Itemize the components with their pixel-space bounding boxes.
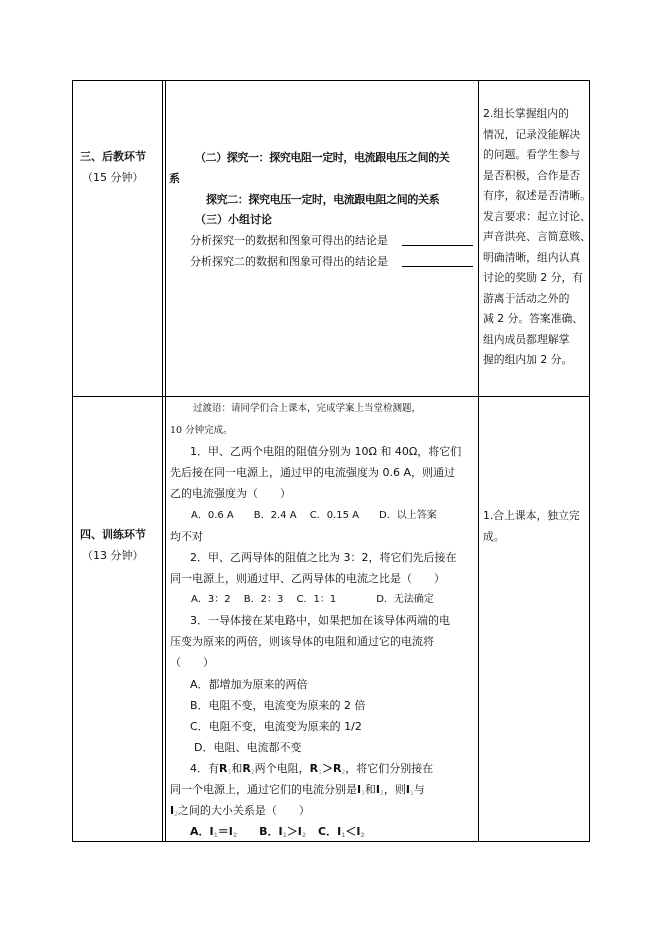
sub-1: 1 <box>409 790 414 797</box>
sub-2: 2 <box>250 769 255 776</box>
lt-sign: ＜ <box>345 825 357 838</box>
note-line: 情况，记录没能解决 <box>483 127 581 141</box>
note-line: 明确清晰，组内认真 <box>483 250 581 264</box>
var-i: I <box>209 825 214 838</box>
row1-explore-two: 探究二：探究电压一定时，电流跟电阻之间的关系 <box>206 193 440 206</box>
var-r: R <box>309 762 319 775</box>
q4-line3 <box>170 804 310 822</box>
column-divider-1 <box>162 80 163 842</box>
var-i: I <box>356 825 361 838</box>
var-i: I <box>405 783 410 796</box>
var-i: I <box>278 825 283 838</box>
var-i: I <box>297 825 302 838</box>
var-i: I <box>375 783 381 796</box>
row2-intro-line2: 10 分钟完成。 <box>170 425 233 436</box>
row1-group-discussion: （三）小组讨论 <box>195 213 272 226</box>
row1-explore-one-cont: 系 <box>169 172 180 185</box>
q4-options <box>190 825 365 843</box>
q2-line2: 同一电源上，则通过甲、乙两导体的电流之比是（ ） <box>170 572 445 585</box>
table-top-border <box>72 80 590 81</box>
row1-blank-line-one[interactable] <box>402 245 473 246</box>
q2-line1: 2．甲、乙两导体的阻值之比为 3：2，将它们先后接在 <box>190 551 457 564</box>
eq-sign: ＝ <box>217 825 229 838</box>
row1-explore-one: （二）探究一：探究电阻一定时，电流跟电压之间的关 <box>195 151 450 164</box>
row1-conclusion-one: 分析探究一的数据和图象可得出的结论是 <box>190 234 388 247</box>
note-line: 减 2 分。答案准确、 <box>483 312 584 325</box>
note-line: 2.组长掌握组内的 <box>483 107 569 120</box>
var-i: I <box>357 783 362 796</box>
var-r: R <box>219 762 228 775</box>
note-line: 声音洪亮、言简意赅、 <box>483 230 591 243</box>
q4-text: 和 <box>364 783 376 796</box>
q1-line2: 先后接在同一电源上，通过甲的电流强度为 0.6 A，则通过 <box>170 466 456 479</box>
q3-line1: 3．一导体接在某电路中，如果把加在该导体两端的电 <box>190 614 450 627</box>
note-line: 是否积极，合作是否 <box>483 168 581 182</box>
sub-2: 2 <box>232 832 238 839</box>
row-divider <box>72 396 590 397</box>
sub-2: 2 <box>301 832 307 839</box>
column-divider-2 <box>478 80 479 842</box>
q2-options: A．3：2 B．2：3 C．1：1 D．无法确定 <box>191 594 434 605</box>
q4-text: 同一个电源上，通过它们的电流分别是 <box>170 783 357 796</box>
q1-line1: 1．甲、乙两个电阻的阻值分别为 10Ω 和 40Ω，将它们 <box>190 445 462 458</box>
q3-option-b: B．电阻不变，电流变为原来的 2 倍 <box>190 699 366 712</box>
row1-blank-line-two[interactable] <box>402 266 473 267</box>
row2-duration: （13 分钟） <box>82 549 144 562</box>
option-c-label: C． <box>318 825 338 838</box>
q4-text: 与 <box>413 783 425 796</box>
option-b-label: B． <box>259 825 279 838</box>
q4-text: 之间的大小关系是（ ） <box>177 804 310 817</box>
row2-intro-line1: 过渡语：请同学们合上课本，完成学案上当堂检测题， <box>193 403 422 414</box>
sub-1: 1 <box>361 790 365 797</box>
q1-options: A．0.6 A B．2.4 A C．0.15 A D．以上答案 <box>191 510 437 521</box>
q4-text: 4．有 <box>190 762 219 775</box>
q4-text: 两个电阻， <box>254 762 310 775</box>
q3-option-d: D．电阻、电流都不变 <box>194 741 302 754</box>
q4-text: 和 <box>231 762 243 775</box>
sub-2: 2 <box>380 790 384 797</box>
var-i: I <box>228 825 233 838</box>
row2-section-title: 四、训练环节 <box>80 528 146 541</box>
gt-sign: ＞ <box>321 762 333 775</box>
row1-conclusion-two: 分析探究二的数据和图象可得出的结论是 <box>190 255 388 268</box>
note-line: 有序，叙述是否清晰。 <box>483 189 591 202</box>
note-line: 讨论的奖励 2 分，有 <box>483 271 584 284</box>
q1-line3: 乙的电流强度为（ ） <box>170 487 291 500</box>
sub-2: 2 <box>360 832 365 839</box>
row1-duration: （15 分钟） <box>82 171 144 184</box>
q3-line2: 压变为原来的两倍，则该导体的电阻和通过它的电流将 <box>170 635 434 648</box>
column-divider-1b <box>165 80 166 842</box>
note-line: 握的组内加 2 分。 <box>483 353 573 366</box>
note-line: 组内成员都理解掌 <box>483 332 570 346</box>
sub-1: 1 <box>341 832 346 839</box>
var-i: I <box>170 804 175 817</box>
option-a-label: A． <box>190 825 210 838</box>
var-i: I <box>337 825 342 838</box>
sub-1: 1 <box>213 832 218 839</box>
row1-right-notes <box>483 104 591 371</box>
q3-option-c: C．电阻不变，电流变为原来的 1/2 <box>190 720 362 733</box>
note-line: 发言要求：起立讨论、 <box>483 209 591 223</box>
sub-1: 1 <box>227 769 232 776</box>
gt-sign: ＞ <box>286 825 298 838</box>
q1-options-cont: 均不对 <box>170 530 203 543</box>
q4-text: ，则 <box>383 783 406 796</box>
q3-line3: （ ） <box>170 656 214 669</box>
sub-2: 2 <box>341 769 346 776</box>
row1-section-title: 三、后教环节 <box>80 150 146 163</box>
note-line: 游离于活动之外的 <box>483 291 570 305</box>
q4-line2 <box>170 783 425 801</box>
note-line: 的问题。看学生参与 <box>483 148 581 161</box>
table-left-border <box>72 80 73 842</box>
q4-line1 <box>190 762 433 780</box>
sub-1: 1 <box>318 769 322 776</box>
q3-option-a: A．都增加为原来的两倍 <box>190 678 308 691</box>
sub-1: 1 <box>282 832 287 839</box>
var-r: R <box>332 762 342 775</box>
row2-right-note-1: 1.合上课本，独立完 <box>483 509 580 522</box>
sub-2: 2 <box>174 811 178 818</box>
row2-right-note-2: 成。 <box>483 530 505 543</box>
var-r: R <box>242 762 251 775</box>
q4-text: ，将它们分别接在 <box>345 762 434 775</box>
